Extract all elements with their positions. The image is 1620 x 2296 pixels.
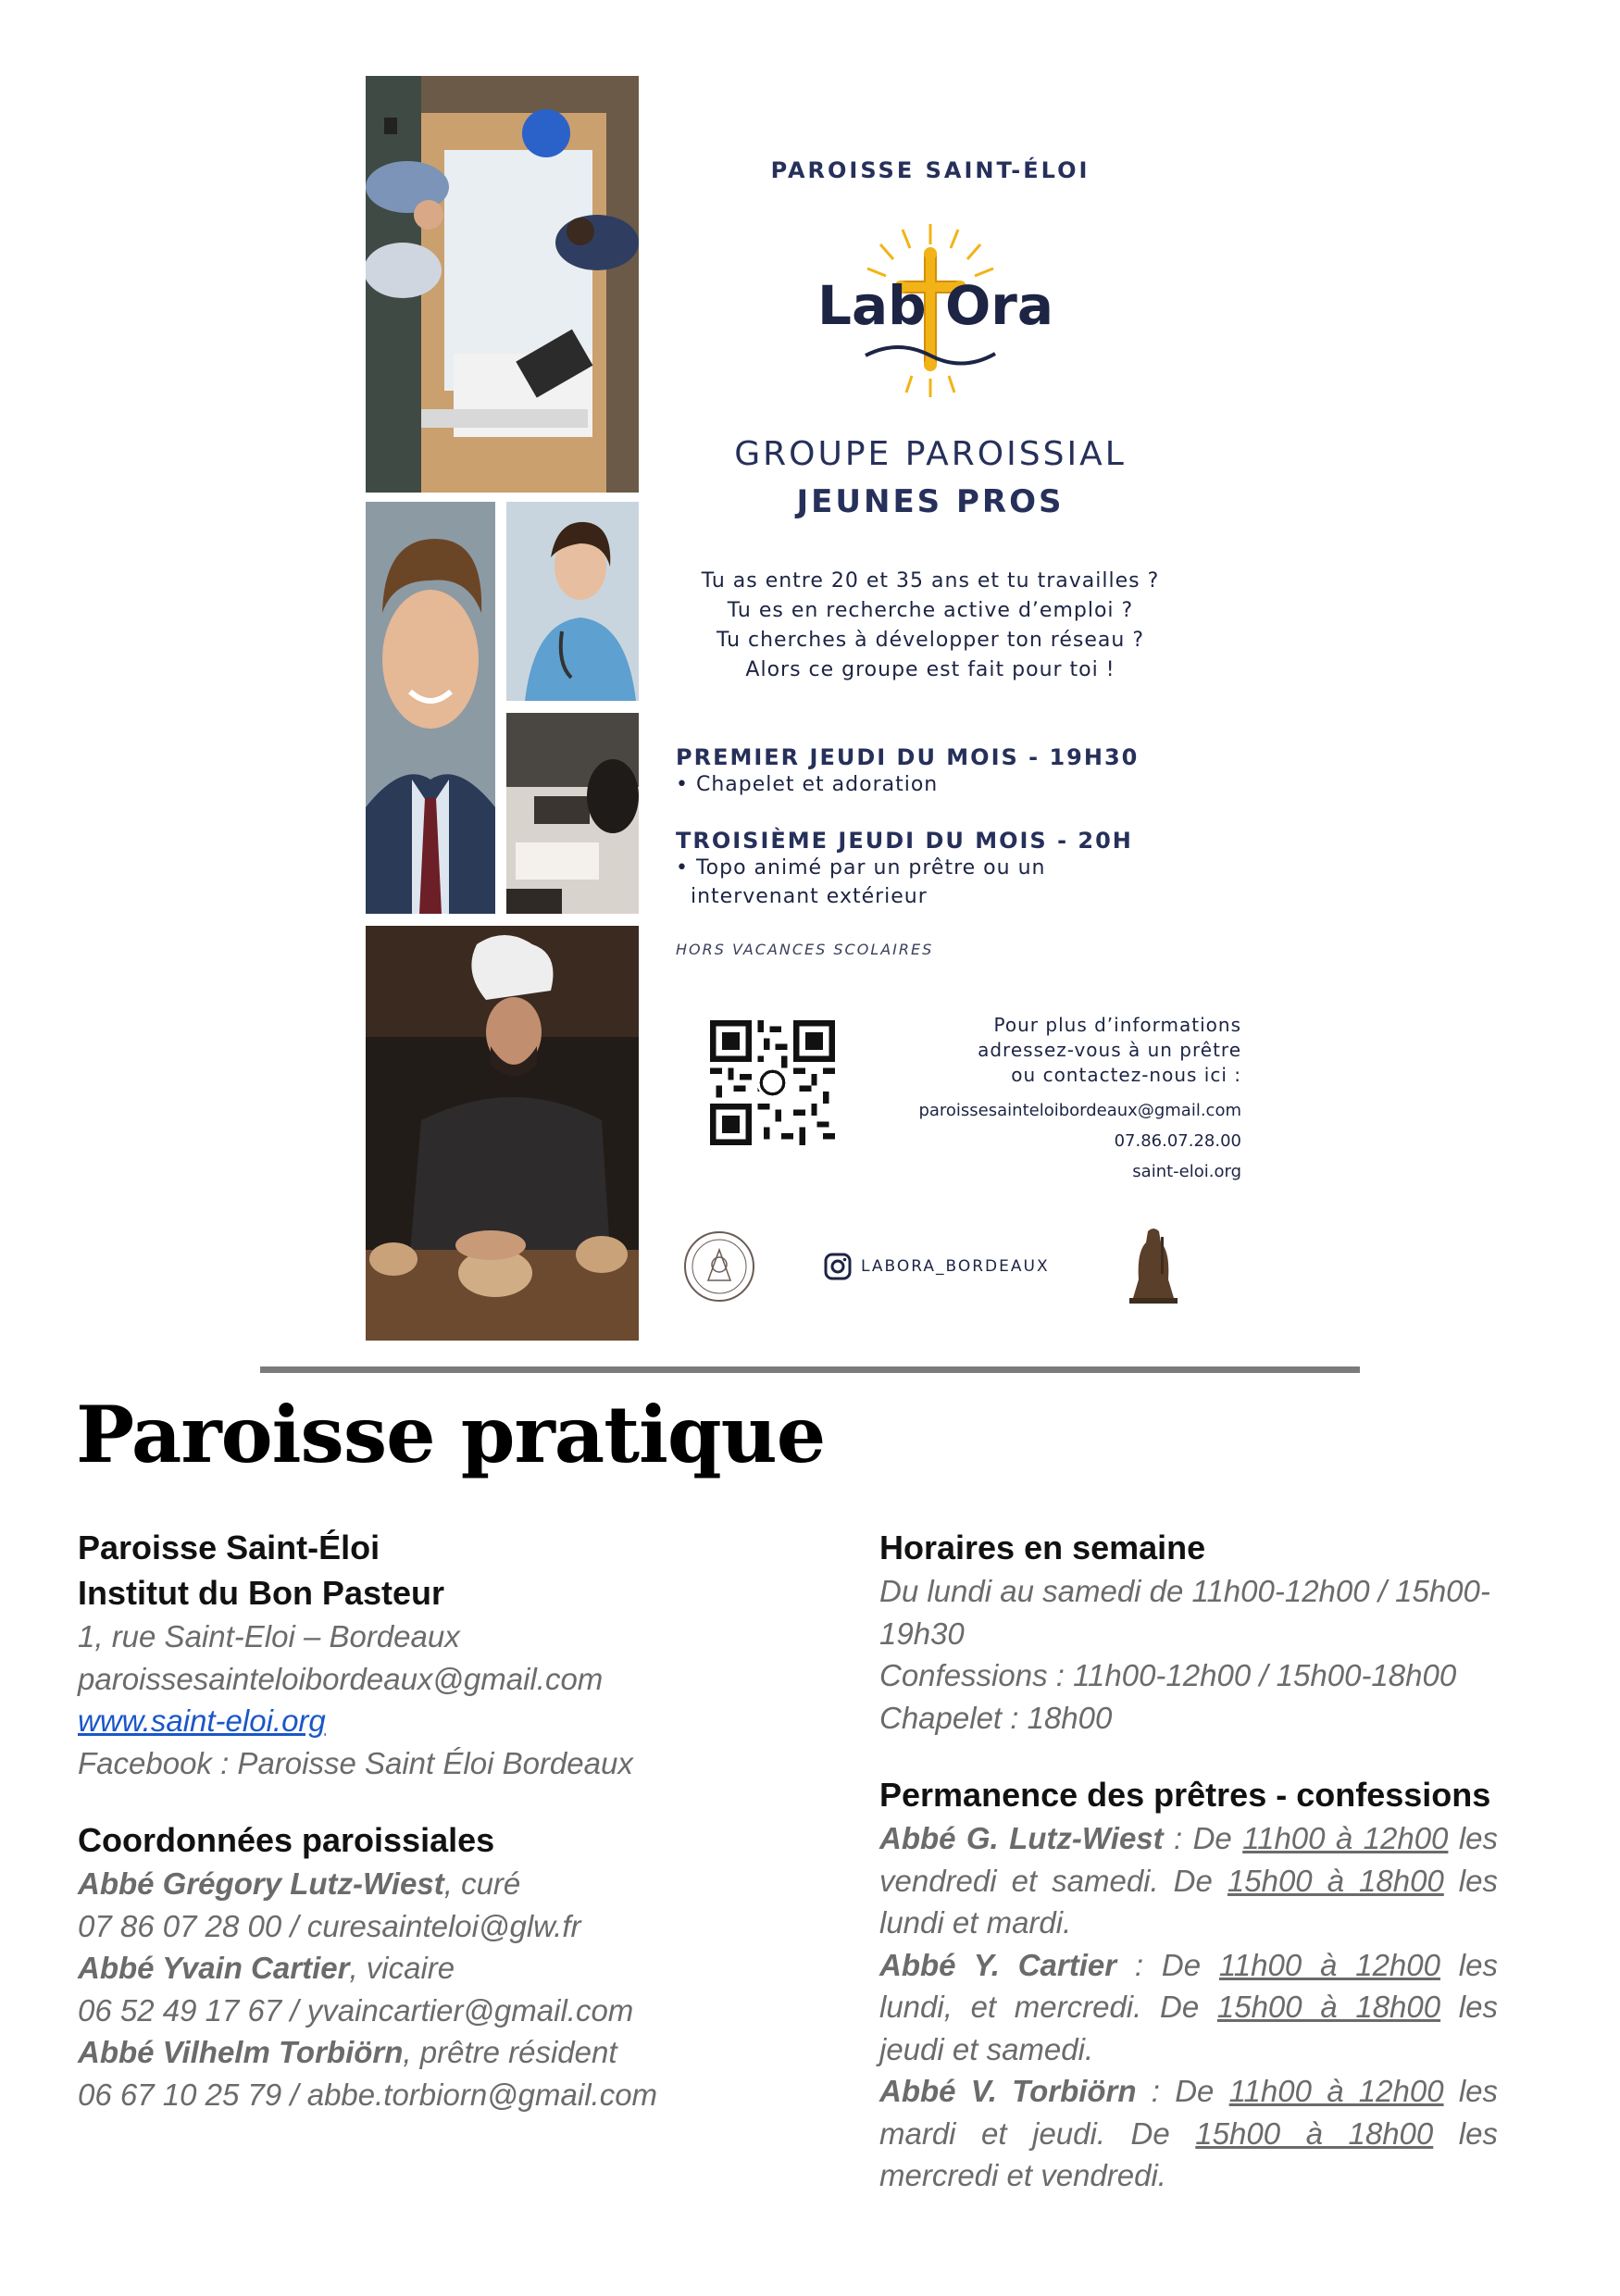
qr-code xyxy=(710,1020,835,1145)
coordinates-title: Coordonnées paroissiales xyxy=(78,1821,495,1859)
schedule-item: • Chapelet et adoration xyxy=(676,773,939,796)
perm-priest-name: Abbé G. Lutz-Wiest xyxy=(879,1821,1164,1855)
parish-seal xyxy=(682,1229,756,1304)
priest-entry xyxy=(78,1863,800,1905)
priest-role: , vicaire xyxy=(349,1951,455,1985)
priest-role: , prêtre résident xyxy=(403,2035,617,2069)
poster-group-line: GROUPE PAROISSIAL xyxy=(734,435,1127,473)
priest-contact: 06 52 49 17 67 / yvaincartier@gmail.com xyxy=(78,1992,634,2028)
perm-text: les lundi, et mercredi. De xyxy=(879,1947,1498,2024)
institute-name: Institut du Bon Pasteur xyxy=(78,1574,444,1612)
perm-text: les mercredi et vendredi. xyxy=(879,2115,1498,2192)
contact-line: Pour plus d’informations xyxy=(993,1014,1241,1036)
perm-slot: 15h00 à 18h00 xyxy=(1216,1990,1441,2024)
contact-site[interactable]: saint-eloi.org xyxy=(1132,1162,1241,1181)
priest-role: , curé xyxy=(443,1866,521,1901)
perm-slot: 11h00 à 12h00 xyxy=(1218,1947,1440,1982)
young-man-photo xyxy=(366,502,495,914)
desk-photo xyxy=(506,713,639,914)
permanence-entry xyxy=(879,2070,1498,2197)
intro-line: Tu es en recherche active d’emploi ? xyxy=(727,599,1134,622)
perm-text: : De xyxy=(1163,1821,1243,1855)
contact-line: adressez-vous à un prêtre xyxy=(978,1039,1241,1061)
schedule-title: TROISIÈME JEUDI DU MOIS - 20H xyxy=(676,828,1133,854)
schedule-third-thursday xyxy=(676,828,1194,911)
logo-text-ora: Ora xyxy=(945,274,1054,337)
schedule-title: PREMIER JEUDI DU MOIS - 19H30 xyxy=(676,744,1140,770)
perm-slot: 11h00 à 12h00 xyxy=(1228,2074,1444,2108)
priest-contact: 07 86 07 28 00 / curesainteloi@glw.fr xyxy=(78,1908,581,1943)
priest-contact: 06 67 10 25 79 / abbe.torbiorn@gmail.com xyxy=(78,2077,658,2112)
perm-text: les vendredi et samedi. De xyxy=(879,1821,1498,1898)
hours-line: Confessions : 11h00-12h00 / 15h00-18h00 xyxy=(879,1658,1457,1692)
contact-phone: 07.86.07.28.00 xyxy=(1114,1131,1241,1151)
parish-email[interactable]: paroissesainteloibordeaux@gmail.com xyxy=(78,1661,604,1696)
poster-contact xyxy=(875,1013,1241,1187)
labora-poster xyxy=(366,76,1250,1341)
perm-slot: 15h00 à 18h00 xyxy=(1195,2115,1434,2151)
perm-priest-name: Abbé Y. Cartier xyxy=(879,1947,1117,1982)
permanence-title: Permanence des prêtres - confessions xyxy=(879,1776,1491,1814)
perm-text: les mardi et jeudi. De xyxy=(879,2074,1499,2151)
intro-line: Alors ce groupe est fait pour toi ! xyxy=(745,658,1115,681)
perm-text: : De xyxy=(1116,1947,1219,1982)
priest-name: Abbé Grégory Lutz-Wiest xyxy=(78,1866,444,1901)
priest-name: Abbé Yvain Cartier xyxy=(78,1951,350,1985)
section-divider xyxy=(260,1366,1360,1373)
contact-line: ou contactez-nous ici : xyxy=(1011,1064,1241,1086)
parish-facebook: Facebook : Paroisse Saint Éloi Bordeaux xyxy=(78,1745,633,1780)
parish-name: Paroisse Saint-Éloi xyxy=(78,1529,380,1566)
perm-text: les jeudi et samedi. xyxy=(879,1990,1498,2066)
office-meeting-photo xyxy=(366,76,639,493)
priest-entry xyxy=(78,1947,800,1990)
instagram-label: LABORA_BORDEAUX xyxy=(861,1257,1050,1276)
priest-name: Abbé Vilhelm Torbiörn xyxy=(78,2035,404,2069)
perm-priest-name: Abbé V. Torbiörn xyxy=(879,2074,1137,2108)
intro-line: Tu as entre 20 et 35 ans et tu travailles ? xyxy=(701,569,1160,593)
saint-statue xyxy=(1120,1224,1185,1309)
priest-entry xyxy=(78,2031,800,2074)
schedule-item: intervenant extérieur xyxy=(676,885,928,908)
perm-text: les lundi et mardi. xyxy=(879,1863,1498,1940)
labora-logo xyxy=(810,217,1054,402)
instagram-icon xyxy=(824,1253,852,1280)
perm-text: : De xyxy=(1136,2074,1229,2108)
instagram-handle[interactable] xyxy=(824,1250,1050,1283)
permanence-entry xyxy=(879,1944,1498,2071)
chef-baker-photo xyxy=(366,926,639,1341)
logo-text-lab: Lab xyxy=(817,274,927,337)
schedule-first-thursday xyxy=(676,744,1194,799)
schedule-column xyxy=(879,1525,1498,2197)
section-title: Paroisse pratique xyxy=(76,1389,826,1480)
hours-line: Du lundi au samedi de 11h00-12h00 / 15h00-19h30 xyxy=(879,1574,1490,1651)
contact-email[interactable]: paroissesainteloibordeaux@gmail.com xyxy=(918,1101,1241,1120)
poster-parish-name: PAROISSE SAINT-ÉLOI xyxy=(770,157,1090,183)
parish-info-column xyxy=(78,1525,800,2115)
schedule-item: • Topo animé par un prêtre ou un xyxy=(676,856,1046,880)
nurse-photo xyxy=(506,502,639,701)
schedule-note: HORS VACANCES SCOLAIRES xyxy=(676,941,934,958)
perm-slot: 15h00 à 18h00 xyxy=(1227,1863,1444,1898)
hours-line: Chapelet : 18h00 xyxy=(879,1700,1113,1735)
poster-intro xyxy=(671,567,1190,685)
parish-website-link[interactable]: www.saint-eloi.org xyxy=(78,1703,326,1738)
permanence-entry xyxy=(879,1817,1498,1944)
perm-slot: 11h00 à 12h00 xyxy=(1242,1821,1449,1855)
hours-title: Horaires en semaine xyxy=(879,1529,1206,1566)
parish-address: 1, rue Saint-Eloi – Bordeaux xyxy=(78,1619,460,1653)
poster-group-name: JEUNES PROS xyxy=(796,483,1065,520)
intro-line: Tu cherches à développer ton réseau ? xyxy=(716,629,1144,652)
